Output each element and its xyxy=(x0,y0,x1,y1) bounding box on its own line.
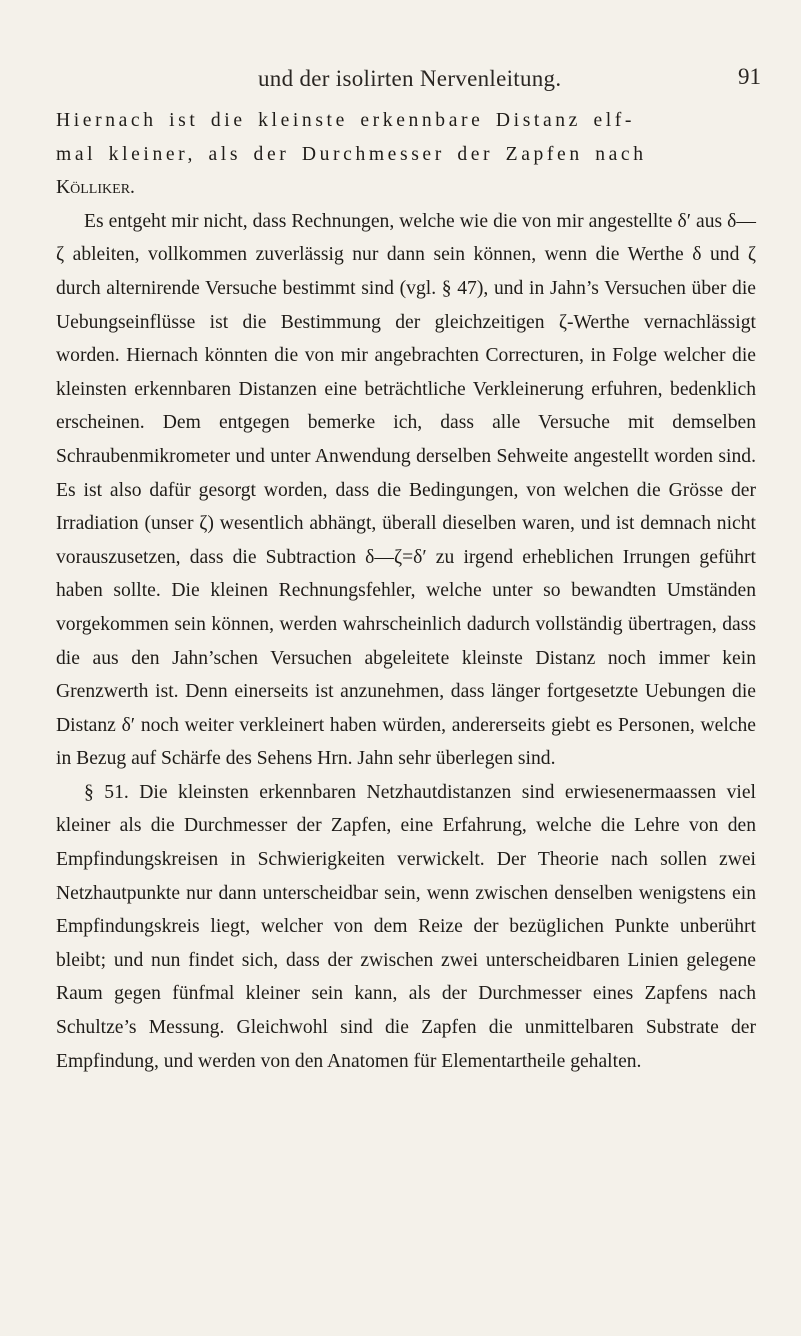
body-text xyxy=(56,104,756,1078)
paragraph-section-51: § 51. Die kleinsten erkennbaren Netzhautdistanzen sind erwiesenermaassen viel kleiner als die Durchmesser der Zapfen, eine Erfahrung, welche die Lehre von den Empfindungskreisen in Schwierigkeiten verwickelt. Der Theorie nach sollen zwei Netzhautpunkte nur dann unterscheidbar sein, wenn zwischen denselben wenigstens ein Empfindungskreis liegt, welcher von dem Reize der bezüglichen Punkte unberührt bleibt; und nun findet sich, dass der zwischen zwei unterscheidbaren Linien gelegene Raum gegen fünfmal kleiner sein kann, als der Durchmesser eines Zapfens nach Schultze’s Messung. Gleichwohl sind die Zapfen die unmittelbaren Substrate der Empfindung, und werden von den Anatomen für Elementartheile gehalten. xyxy=(56,781,756,1072)
running-title: und der isolirten Nervenleitung. xyxy=(258,66,562,91)
paragraph-objection: Es entgeht mir nicht, dass Rechnungen, welche wie die von mir angestellte δ′ aus δ—ζ ableiten, vollkommen zuverlässig nur dann sein können, wenn die Werthe δ und ζ durch alternirende Versuche bestimmt sind (vgl. § 47), und in Jahn’s Versuchen über die Uebungseinflüsse ist die Bestimmung der gleichzeitigen ζ-Werthe vernachlässigt worden. Hiernach könnten die von mir angebrachten Correcturen, in Folge welcher die kleinsten erkennbaren Distanzen eine beträchtliche Verkleinerung erfuhren, bedenklich erscheinen. Dem entgegen bemerke ich, dass alle Versuche mit demselben Schraubenmikrometer und unter Anwendung derselben Sehweite angestellt worden sind. Es ist also dafür gesorgt worden, dass die Bedingungen, von welchen die Grösse der Irradiation (unser ζ) wesentlich abhängt, überall dieselben waren, und ist demnach nicht vorauszusetzen, dass die Subtraction δ—ζ=δ′ zu irgend erheblichen Irrungen geführt haben sollte. Die kleinen Rechnungsfehler, welche unter so bewandten Umständen vorgekommen sein können, werden wahrscheinlich dadurch vollständig übertragen, dass die aus den Jahn’schen Versuchen abgeleitete kleinste Distanz noch immer kein Grenzwerth ist. Denn einerseits ist anzunehmen, dass länger fortgesetzte Uebungen die Distanz δ′ noch weiter verkleinert haben würden, andererseits giebt es Personen, welche in Bezug auf Schärfe des Sehens Hrn. Jahn sehr überlegen sind. xyxy=(56,210,756,770)
author-name-koelliker: Kölliker. xyxy=(56,177,135,199)
paragraph-conclusion xyxy=(56,104,756,205)
page-number: 91 xyxy=(738,64,761,89)
conclusion-line-2: mal kleiner, als der Durchmesser der Zapfen nach xyxy=(56,143,647,165)
conclusion-line-1: Hiernach ist die kleinste erkennbare Distanz elf- xyxy=(56,110,636,131)
